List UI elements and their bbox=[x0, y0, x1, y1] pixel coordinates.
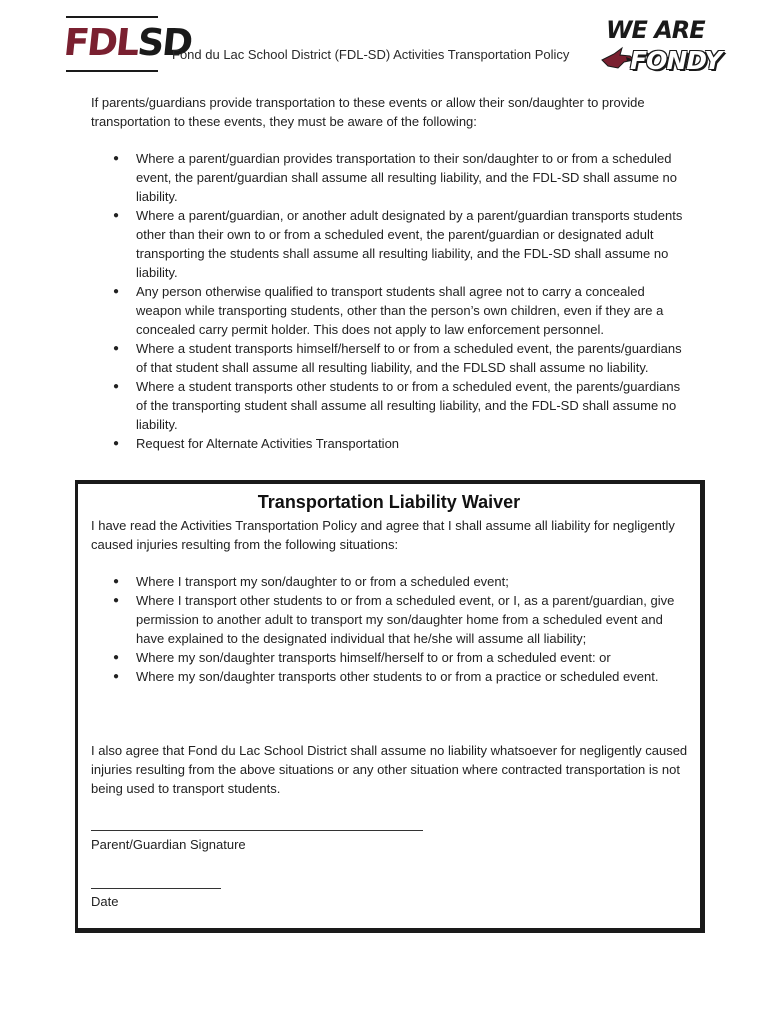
waiver-item: ● Where my son/daughter transports himself/herself to or from a scheduled event: or bbox=[91, 648, 691, 667]
document-title: Fond du Lac School District (FDL-SD) Activities Transportation Policy bbox=[172, 47, 570, 62]
policy-item: ● Where a student transports other students to or from a scheduled event, the parents/guardians of the transporting student shall assume all resulting liability, and the FDL-SD shall assume no liability. bbox=[91, 377, 691, 434]
waiver-title: Transportation Liability Waiver bbox=[257, 492, 521, 512]
waiver-list bbox=[91, 572, 691, 686]
logo-bottom-rule bbox=[66, 70, 158, 72]
waiver-item: ● Where I transport my son/daughter to or from a scheduled event; bbox=[91, 572, 691, 591]
policy-item: ● Where a parent/guardian provides transportation to their son/daughter to or from a scheduled event, the parent/guardian shall assume all resulting liability, and the FDL-SD shall assume no liability. bbox=[91, 149, 691, 206]
waiver-agreement: I also agree that Fond du Lac School District shall assume no liability whatsoever for negligently caused injuries resulting from the above situations or any other situation where contracted transportation is not being used to transport students. bbox=[91, 743, 688, 796]
we-are-fondy-logo bbox=[600, 16, 722, 80]
fdlsd-logo bbox=[61, 16, 194, 72]
policy-intro: If parents/guardians provide transportation to these events or allow their son/daughter to provide transportation to these events, they must be aware of the following: bbox=[91, 95, 645, 129]
policy-list bbox=[91, 149, 691, 453]
signature-line[interactable] bbox=[91, 830, 423, 831]
signature-label: Parent/Guardian Signature bbox=[91, 837, 246, 852]
logo-text-sd: SD bbox=[135, 21, 194, 64]
policy-item: ● Where a parent/guardian, or another adult designated by a parent/guardian transports students other than their own to or from a scheduled event, the parent/guardian or designated adult transporting the students shall assume all resulting liability, and the FDL-SD shall assume no liability. bbox=[91, 206, 691, 282]
waiver-intro: I have read the Activities Transportation Policy and agree that I shall assume all liability for negligently caused injuries resulting from the following situations: bbox=[91, 518, 675, 552]
policy-item: ● Request for Alternate Activities Transportation bbox=[91, 434, 691, 453]
waiver-box bbox=[75, 480, 705, 933]
logo-top-rule bbox=[66, 16, 158, 18]
date-label: Date bbox=[91, 894, 119, 909]
waiver-item: ● Where my son/daughter transports other students to or from a practice or scheduled event. bbox=[91, 667, 691, 686]
policy-item: ● Any person otherwise qualified to transport students shall agree not to carry a concealed weapon while transporting students, other than the person’s own children, even if they are a concealed carry permit holder. This does not apply to law enforcement personnel. bbox=[91, 282, 691, 339]
waiver-item: ● Where I transport other students to or from a scheduled event, or I, as a parent/guardian, give permission to another adult to transport my son/daughter home from a scheduled event and have explained to the designated individual that he/she will assume all liability; bbox=[91, 591, 691, 648]
logo-line-fondy: FONDY bbox=[630, 46, 722, 75]
logo-text-fdl: FDL bbox=[61, 21, 140, 64]
date-line[interactable] bbox=[91, 888, 221, 889]
logo-wordmark bbox=[61, 21, 194, 65]
logo-line-we-are: WE ARE bbox=[606, 16, 705, 44]
policy-item: ● Where a student transports himself/herself to or from a scheduled event, the parents/guardians of that student shall assume all resulting liability, and the FDLSD shall assume no liability. bbox=[91, 339, 691, 377]
